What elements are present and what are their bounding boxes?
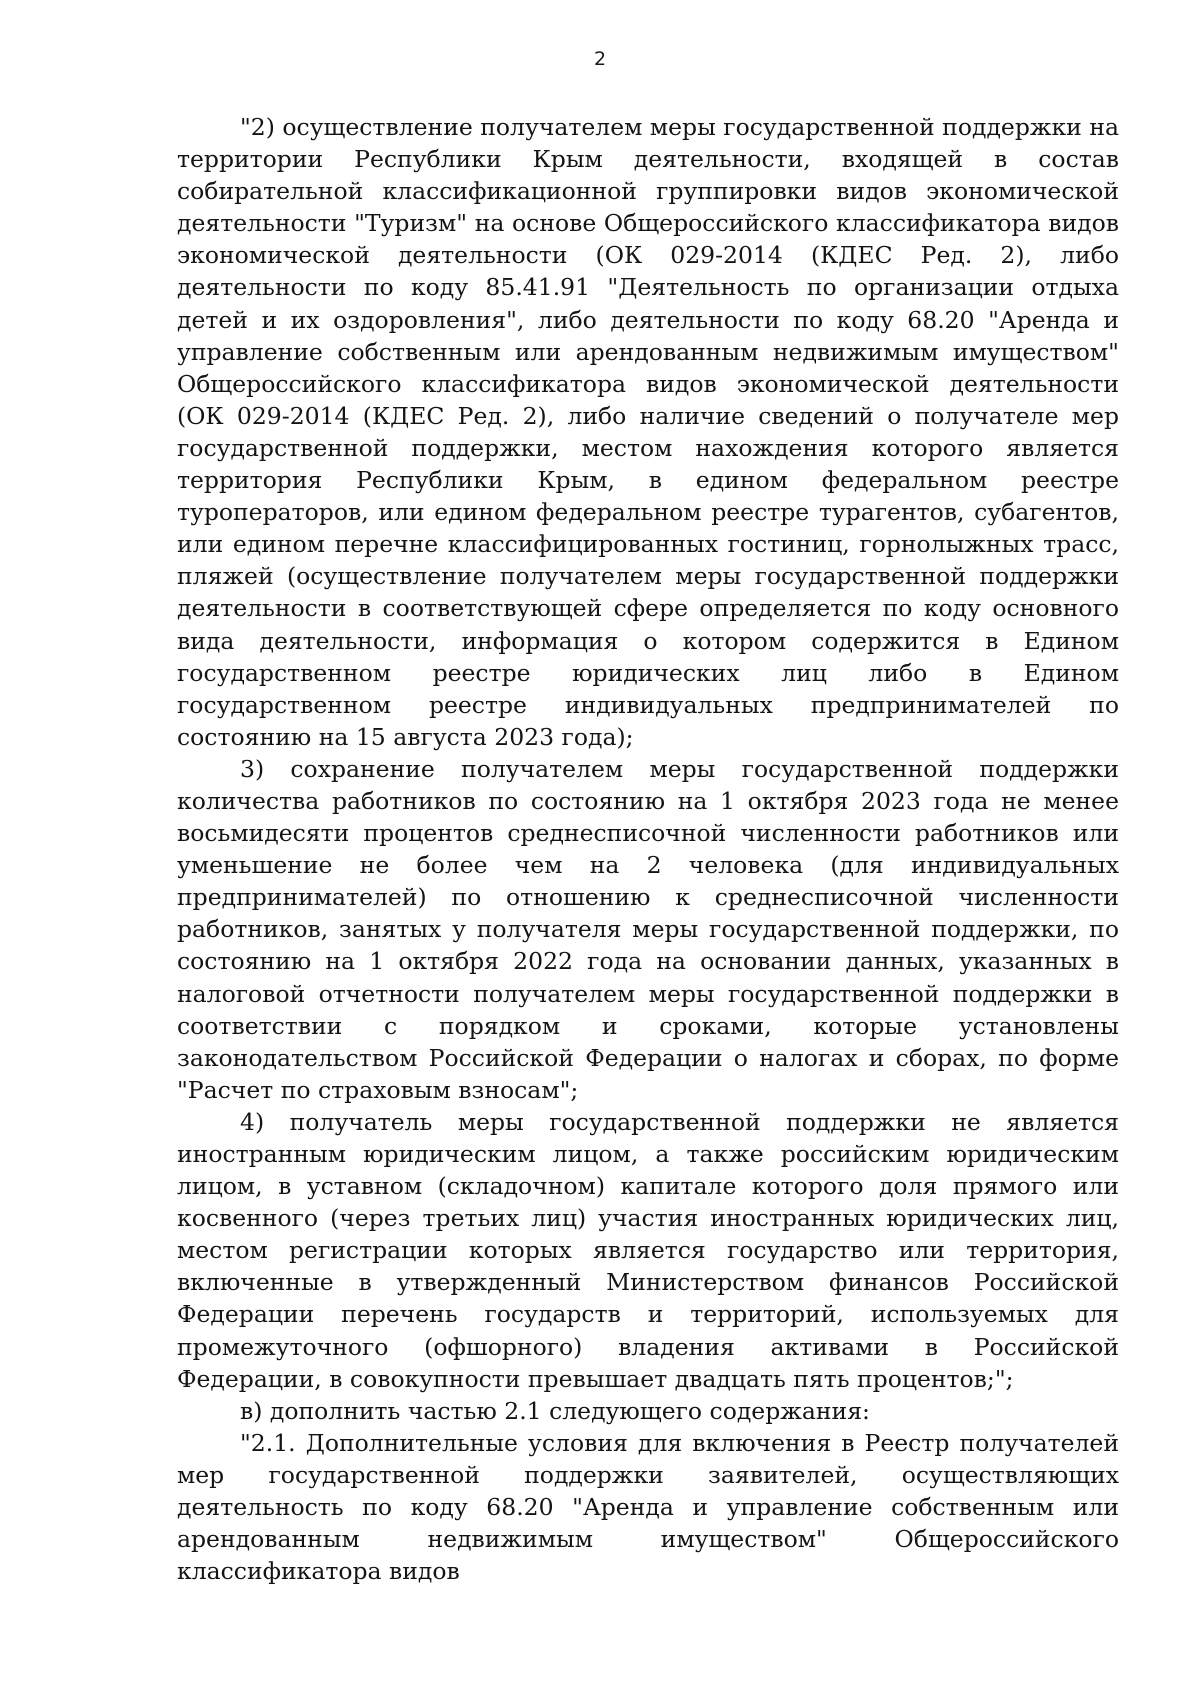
paragraph-amendment-c: в) дополнить частью 2.1 следующего содержания:: [240, 1396, 870, 1425]
paragraph-item-2-tourism-activity: "2) осуществление получателем меры государственной поддержки на территории Республики Крым деятельности, входящей в состав собирательной классификационной группировки видов экономической деятельности "Туризм" на основе Общероссийского классификатора видов экономической деятельности (ОК 029-2014 (КДЕС Ред. 2), либо деятельности по коду 85.41.91 "Деятельность по организации отдыха детей и их оздоровления", либо деятельности по коду 68.20 "Аренда и управление собственным или арендованным недвижимым имуществом" Общероссийского классификатора видов экономической деятельности (ОК 029-2014 (КДЕС Ред. 2), либо наличие сведений о получателе мер государственной поддержки, местом нахождения которого является территория Республики Крым, в едином федеральном реестре туроператоров, или едином федеральном реестре турагентов, субагентов, или едином перечне классифицированных гостиниц, горнолыжных трасс, пляжей (осуществление получателем меры государственной поддержки деятельности в соответствующей сфере определяется по коду основного вида деятельности, информация о котором содержится в Едином государственном реестре юридических лиц либо в Едином государственном реестре индивидуальных предпринимателей по состоянию на 15 августа 2023 года);: [177, 113, 1119, 751]
paragraph-item-3-employee-retention: 3) сохранение получателем меры государственной поддержки количества работников по состоянию на 1 октября 2023 года не менее восьмидесяти процентов среднесписочной численности работников или уменьшение не более чем на 2 человека (для индивидуальных предпринимателей) по отношению к среднесписочной численности работников, занятых у получателя меры государственной поддержки, по состоянию на 1 октября 2022 года на основании данных, указанных в налоговой отчетности получателем меры государственной поддержки в соответствии с порядком и сроками, которые установлены законодательством Российской Федерации о налогах и сборах, по форме "Расчет по страховым взносам";: [177, 754, 1119, 1104]
paragraph-part-2-1-conditions: "2.1. Дополнительные условия для включения в Реестр получателей мер государственной поддержки заявителей, осуществляющих деятельность по коду 68.20 "Аренда и управление собственным или арендованным недвижимым имуществом" Общероссийского классификатора видов: [177, 1428, 1119, 1586]
page-number: 2: [593, 48, 607, 70]
paragraph-item-4-foreign-ownership: 4) получатель меры государственной поддержки не является иностранным юридическим лицом, а также российским юридическим лицом, в уставном (складочном) капитале которого доля прямого или косвенного (через третьих лиц) участия иностранных юридических лиц, местом регистрации которых является государство или территория, включенные в утвержденный Министерством финансов Российской Федерации перечень государств и территорий, используемых для промежуточного (офшорного) владения активами в Российской Федерации, в совокупности превышает двадцать пять процентов;";: [177, 1107, 1119, 1393]
document-body: [177, 111, 1119, 1587]
